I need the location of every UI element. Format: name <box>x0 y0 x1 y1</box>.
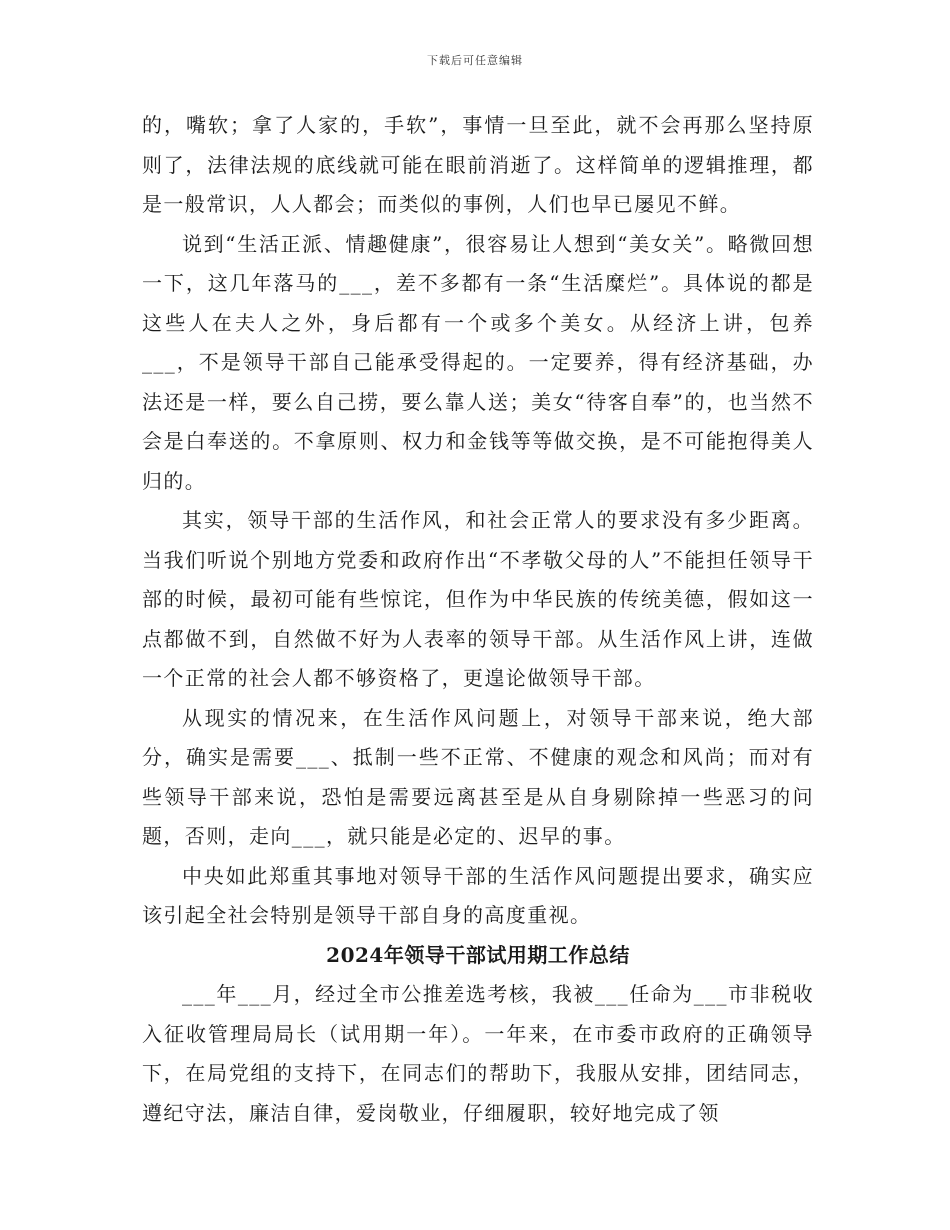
paragraph-summary-intro: ___年___月，经过全市公推差选考核，我被___任命为___市非税收入征收管理局局长（试用期一年）。一年来，在市委市政府的正确领导下，在局党组的支持下，在同志们的帮助下，我服从安排，团结同志，遵纪守法，廉洁自律，爱岗敬业，仔细履职，较好地完成了领 <box>142 982 814 1125</box>
page-header-note: 下载后可任意编辑 <box>427 54 523 67</box>
paragraph-continuation: 的，嘴软；拿了人家的，手软”，事情一旦至此，就不会再那么坚持原则了，法律法规的底线就可能在眼前消逝了。这样简单的逻辑推理，都是一般常识，人人都会；而类似的事例，人们也早已屡见不鲜。 <box>142 113 814 216</box>
section-title: 2024年领导干部试用期工作总结 <box>326 942 630 967</box>
document-body <box>142 106 814 1133</box>
paragraph-reality: 从现实的情况来，在生活作风问题上，对领导干部来说，绝大部分，确实是需要___、抵制一些不正常、不健康的观念和风尚；而对有些领导干部来说，恐怕是需要远离甚至是从自身剔除掉一些恶习的问题，否则，走向___，就只能是必定的、迟早的事。 <box>142 705 814 848</box>
paragraph-beauty-pass: 说到“生活正派、情趣健康”，很容易让人想到“美女关”。略微回想一下，这几年落马的___，差不多都有一条“生活糜烂”。具体说的都是这些人在夫人之外，身后都有一个或多个美女。从经济上讲，包养___，不是领导干部自己能承受得起的。一定要养，得有经济基础，办法还是一样，要么自己捞，要么靠人送；美女“待客自奉”的，也当然不会是白奉送的。不拿原则、权力和金钱等等做交换，是不可能抱得美人归的。 <box>142 231 814 493</box>
paragraph-central-requirement: 中央如此郑重其事地对领导干部的生活作风问题提出要求，确实应该引起全社会特别是领导干部自身的高度重视。 <box>142 863 814 927</box>
paragraph-lifestyle: 其实，领导干部的生活作风，和社会正常人的要求没有多少距离。当我们听说个别地方党委和政府作出“不孝敬父母的人”不能担任领导干部的时候，最初可能有些惊诧，但作为中华民族的传统美德，假如这一点都做不到，自然做不好为人表率的领导干部。从生活作风上讲，连做一个正常的社会人都不够资格了，更遑论做领导干部。 <box>142 508 814 690</box>
